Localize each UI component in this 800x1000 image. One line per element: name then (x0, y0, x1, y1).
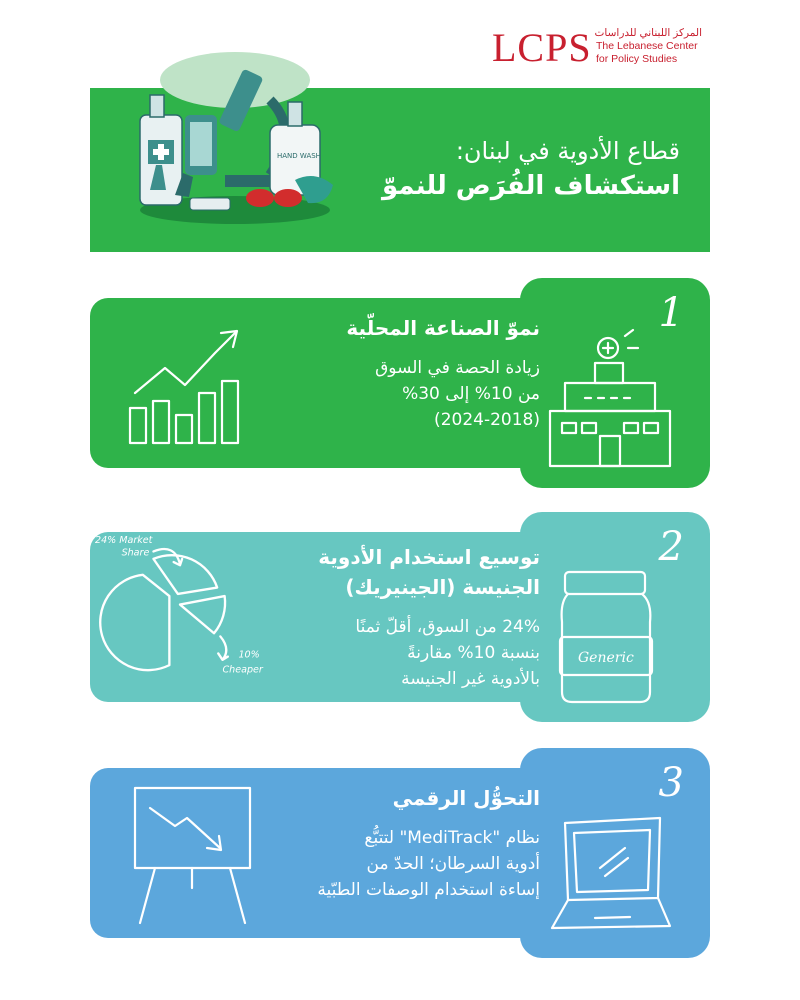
card-3-text-line-3: إساءة استخدام الوصفات الطبّية (317, 880, 540, 900)
generic-jar-icon (540, 542, 680, 712)
card-3-text-line-2: أدوية السرطان؛ الحدّ من (366, 854, 540, 874)
pie-label-bottom-2: Cheaper (222, 664, 263, 676)
title-line-2: استكشاف الفُرَص للنموّ (382, 171, 680, 201)
card-2-title-line-2: الجنيسة (الجينيريك) (345, 575, 540, 599)
card-1-text-line-3: (2024-2018) (434, 410, 540, 430)
card-2-content (240, 542, 540, 692)
lcps-logo (492, 26, 702, 72)
card-3-number: 3 (658, 760, 684, 806)
card-generic-drugs (90, 512, 710, 722)
page-title (382, 134, 680, 204)
card-1-number: 1 (658, 290, 684, 336)
card-2-number: 2 (658, 524, 684, 570)
pie-label-bottom-1: 10% (238, 649, 260, 661)
title-line-1: قطاع الأدوية في لبنان: (455, 137, 680, 165)
factory-icon (540, 308, 680, 478)
card-1-title: نموّ الصناعة المحلّية (346, 316, 540, 340)
medical-supplies-illustration (130, 40, 340, 230)
logo-text (596, 27, 702, 66)
hand-wash-label: HAND WASH (277, 152, 321, 160)
card-2-text-line-1: 24% من السوق، أقلّ ثمنًا (355, 617, 540, 637)
card-1-text-line-1: زيادة الحصة في السوق (375, 358, 540, 378)
card-3-text-line-1: نظام "MediTrack" لتتبُّع (364, 828, 540, 848)
card-2-text-line-3: بالأدوية غير الجنيسة (401, 669, 540, 689)
jar-label: Generic (578, 650, 634, 666)
laptop-icon (540, 778, 680, 948)
card-1-text-line-2: من 10% إلى 30% (402, 384, 540, 404)
card-3-title: التحوُّل الرقمي (392, 786, 540, 810)
pie-label-top-2: Share (121, 547, 150, 559)
pie-label-top-1: 24% Market (95, 534, 153, 546)
logo-english-line1: The Lebanese Center (596, 40, 698, 52)
card-3-content (240, 783, 540, 903)
card-digital-transformation (90, 748, 710, 958)
card-2-text-line-2: بنسبة 10% مقارنةً (407, 643, 540, 663)
logo-mark: LCPS (492, 25, 592, 70)
card-2-title-line-1: توسيع استخدام الأدوية (318, 545, 540, 569)
card-2-title (240, 542, 540, 602)
logo-arabic-name: المركز اللبناني للدراسات (594, 27, 702, 39)
card-1-content (240, 313, 540, 433)
logo-english-line2: for Policy Studies (596, 53, 678, 65)
card-local-industry (90, 278, 710, 488)
